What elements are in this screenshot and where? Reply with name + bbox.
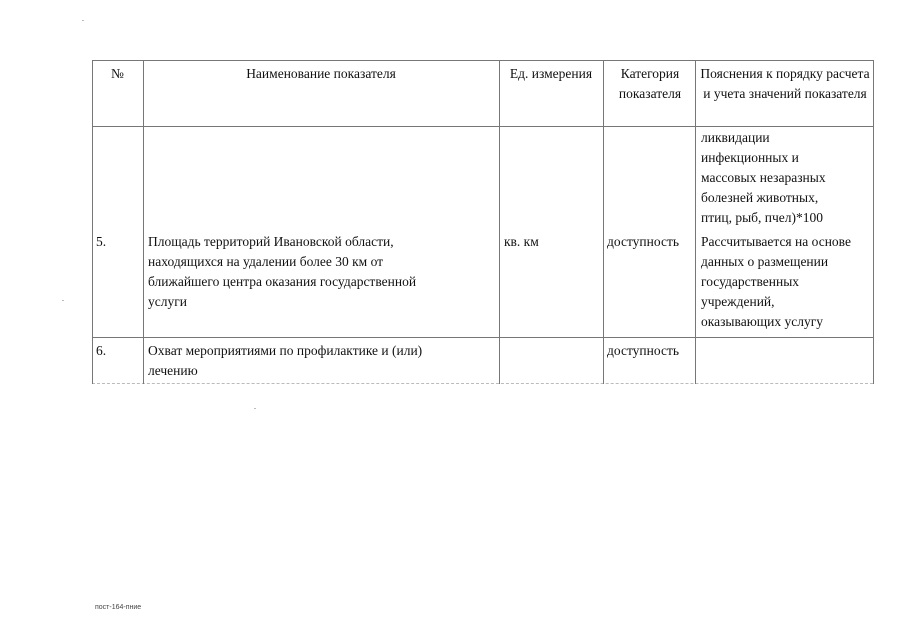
scan-speck (62, 300, 64, 301)
row-explanation-line: Рассчитывается на основе (701, 234, 851, 249)
header-unit: Ед. измерения (509, 66, 593, 81)
row-name-line: Охват мероприятиями по профилактике и (или) (148, 343, 423, 358)
row-name-line: услуги (148, 294, 187, 309)
row-category: доступность (607, 343, 680, 358)
header-explanation: Пояснения к порядку расчета и учета значений показателя (700, 66, 870, 101)
row-name-line: находящихся на удалении более 30 км от (148, 254, 384, 269)
header-row (92, 60, 873, 126)
row-num: 6. (96, 343, 107, 358)
row-unit: кв. км (504, 234, 539, 249)
table-row (92, 341, 873, 383)
row-explanation-line: оказывающих услугу (701, 314, 824, 329)
page-footer: пост-164-пние (95, 604, 142, 611)
explanation-continuation (701, 128, 873, 228)
row-name-line: лечению (148, 363, 198, 378)
row-explanation-line: государственных (701, 274, 800, 289)
continuation-line: ликвидации (701, 130, 770, 145)
continuation-line: птиц, рыб, пчел)*100 (701, 210, 824, 225)
row-category: доступность (607, 234, 680, 249)
row-explanation-line: данных о размещении (701, 254, 829, 269)
header-num: № (111, 66, 124, 81)
row-num: 5. (96, 234, 107, 249)
continuation-line: массовых незаразных (701, 170, 826, 185)
row-name-line: Площадь территорий Ивановской области, (148, 234, 394, 249)
table-row (92, 232, 873, 337)
row-5-bottom-border (92, 337, 873, 338)
continuation-line: болезней животных, (701, 190, 819, 205)
row-explanation (701, 232, 873, 332)
row-name (148, 232, 498, 312)
row-name (148, 341, 498, 381)
cut-line (92, 383, 873, 384)
row-explanation-line: учреждений, (701, 294, 775, 309)
continuation-line: инфекционных и (701, 150, 799, 165)
table-right-border (873, 60, 874, 384)
scan-speck (82, 20, 84, 21)
scan-speck (254, 408, 256, 409)
header-category: Категория показателя (618, 66, 682, 101)
row-name-line: ближайшего центра оказания государственной (148, 274, 417, 289)
header-name: Наименование показателя (246, 66, 396, 81)
header-bottom-border (92, 126, 873, 127)
